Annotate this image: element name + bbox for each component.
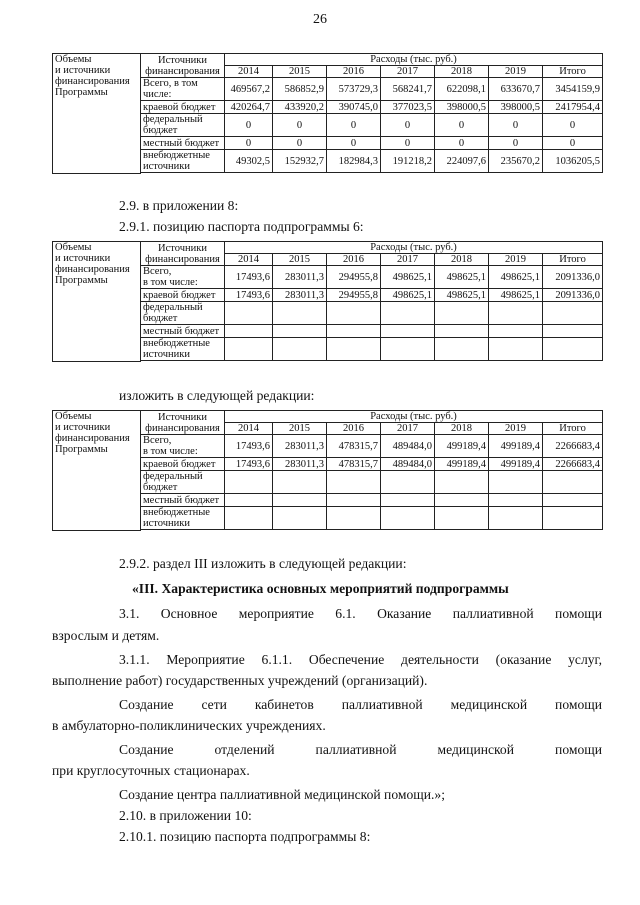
value-cell: 1036205,5 [543,150,603,173]
source-line: местный бюджет [143,325,220,337]
value-cell: 586852,9 [273,78,327,101]
expenses-header-cell: Расходы (тыс. руб.) [225,54,603,66]
table-header-row [53,411,603,423]
program-label-line: Программы [55,275,108,286]
value-cell: 0 [381,137,435,150]
sources-header-line: Источники [158,54,207,66]
source-cell [141,101,225,114]
value-cell: 0 [327,114,381,137]
year-header-cell: 2014 [225,423,273,435]
year-header-cell: Итого [543,423,603,435]
value-cell: 17493,6 [225,435,273,458]
value-cell: 498625,1 [435,266,489,289]
value-cell: 191218,2 [381,150,435,173]
source-line: Всего, в том [143,78,198,89]
source-line: в том числе: [143,277,198,288]
source-line: бюджет [143,313,178,324]
value-cell: 283011,3 [273,266,327,289]
value-cell [225,302,273,325]
value-cell [489,471,543,494]
paragraph-center: Создание центра паллиативной медицинской помощи.»; [119,787,445,802]
value-cell: 489484,0 [381,458,435,471]
value-cell: 49302,5 [225,150,273,173]
value-cell [543,471,603,494]
program-label-line: финансирования [55,264,130,275]
value-cell [543,325,603,338]
source-line: федеральный [143,114,203,125]
value-cell: 17493,6 [225,266,273,289]
value-cell: 0 [543,114,603,137]
year-header-cell: 2018 [435,423,489,435]
value-cell [225,494,273,507]
value-cell [435,471,489,494]
value-cell [381,325,435,338]
program-label-line: Объемы [55,411,92,422]
value-cell: 182984,3 [327,150,381,173]
expenses-header-cell: Расходы (тыс. руб.) [225,411,603,423]
value-cell: 568241,7 [381,78,435,101]
program-label-cell [53,242,141,362]
source-line: источники [143,518,190,529]
source-line: источники [143,349,190,360]
value-cell: 498625,1 [381,289,435,302]
source-line: федеральный [143,302,203,313]
year-header-cell: 2018 [435,254,489,266]
source-line: внебюджетные [143,507,210,518]
value-cell: 235670,2 [489,150,543,173]
financing-table-subprogram-6-new [52,410,603,531]
value-cell: 294955,8 [327,289,381,302]
source-cell [141,114,225,137]
value-cell [273,302,327,325]
source-line: краевой бюджет [143,289,216,301]
source-line: Всего, [143,266,172,277]
year-header-cell: 2017 [381,66,435,78]
value-cell [489,302,543,325]
value-cell: 3454159,9 [543,78,603,101]
value-cell [489,507,543,530]
year-header-cell: 2015 [273,423,327,435]
value-cell: 0 [381,114,435,137]
source-cell [141,137,225,150]
value-cell: 499189,4 [435,458,489,471]
paragraph-2-9-2: 2.9.2. раздел III изложить в следующей редакции: [119,556,407,571]
financing-table-current-edition [52,53,603,174]
sources-header-cell [141,411,225,435]
paragraph-3-1-1-line-2: выполнение работ) государственных учреждений (организаций). [52,673,428,688]
paragraph-cabinets-line-2: в амбулаторно-поликлинических учреждениях. [52,718,326,733]
source-line: Всего, [143,435,172,446]
year-header-cell: 2019 [489,254,543,266]
year-header-cell: Итого [543,66,603,78]
sources-header-line: финансирования [145,253,220,265]
paragraph-departments-line-2: при круглосуточных стационарах. [52,763,250,778]
source-line: внебюджетные [143,338,210,349]
year-header-cell: 2014 [225,254,273,266]
value-cell: 0 [273,137,327,150]
value-cell [327,494,381,507]
value-cell: 2091336,0 [543,289,603,302]
value-cell [273,325,327,338]
value-cell: 478315,7 [327,435,381,458]
source-line: краевой бюджет [143,458,216,470]
value-cell: 283011,3 [273,458,327,471]
program-label-line: Программы [55,87,108,98]
value-cell: 17493,6 [225,458,273,471]
value-cell: 398000,5 [489,101,543,114]
value-cell [327,471,381,494]
source-line: краевой бюджет [143,101,216,113]
value-cell: 498625,1 [435,289,489,302]
sources-header-line: финансирования [145,422,220,434]
value-cell [225,325,273,338]
year-header-cell: 2016 [327,254,381,266]
year-header-cell: 2019 [489,66,543,78]
program-label-line: и источники [55,253,111,264]
source-cell [141,78,225,101]
value-cell: 0 [489,137,543,150]
program-label-line: Объемы [55,242,92,253]
value-cell: 2266683,4 [543,458,603,471]
sources-header-line: финансирования [145,65,220,77]
paragraph-3-1-line-1: 3.1. Основное мероприятие 6.1. Оказание паллиативной помощи [119,606,602,621]
value-cell: 499189,4 [435,435,489,458]
value-cell: 0 [273,114,327,137]
source-line: бюджет [143,125,178,136]
value-cell: 433920,2 [273,101,327,114]
value-cell: 0 [225,137,273,150]
value-cell [225,471,273,494]
value-cell [381,338,435,361]
program-label-cell [53,411,141,531]
value-cell [327,325,381,338]
program-label-line: финансирования [55,76,130,87]
value-cell [273,338,327,361]
year-header-cell: Итого [543,254,603,266]
value-cell [381,471,435,494]
table-header-row [53,242,603,254]
page-number: 26 [313,12,327,27]
value-cell: 498625,1 [489,266,543,289]
financing-table-subprogram-6-old [52,241,603,362]
program-label-cell [53,54,141,174]
source-line: источники [143,161,190,172]
value-cell: 294955,8 [327,266,381,289]
source-line: числе: [143,89,172,100]
source-cell [141,266,225,289]
source-cell [141,302,225,325]
value-cell [435,338,489,361]
value-cell [273,494,327,507]
source-cell [141,494,225,507]
value-cell: 489484,0 [381,435,435,458]
source-cell [141,338,225,361]
year-header-cell: 2014 [225,66,273,78]
value-cell [543,302,603,325]
expenses-header-cell: Расходы (тыс. руб.) [225,242,603,254]
value-cell: 469567,2 [225,78,273,101]
paragraph-departments-line-1: Создание отделений паллиативной медицинской помощи [119,742,602,757]
value-cell: 224097,6 [435,150,489,173]
paragraph-2-10-1: 2.10.1. позицию паспорта подпрограммы 8: [119,829,371,844]
value-cell: 0 [225,114,273,137]
source-line: бюджет [143,482,178,493]
sources-header-line: Источники [158,411,207,423]
value-cell: 2266683,4 [543,435,603,458]
sources-header-line: Источники [158,242,207,254]
value-cell [327,338,381,361]
source-line: в том числе: [143,446,198,457]
year-header-cell: 2017 [381,423,435,435]
year-header-cell: 2016 [327,423,381,435]
year-header-cell: 2016 [327,66,381,78]
source-line: местный бюджет [143,137,220,149]
program-label-line: и источники [55,65,111,76]
value-cell: 420264,7 [225,101,273,114]
value-cell: 398000,5 [435,101,489,114]
value-cell: 390745,0 [327,101,381,114]
paragraph-3-1-line-2: взрослым и детям. [52,628,160,643]
source-cell [141,325,225,338]
value-cell [435,302,489,325]
value-cell: 0 [489,114,543,137]
value-cell [543,494,603,507]
value-cell: 622098,1 [435,78,489,101]
value-cell [225,507,273,530]
sources-header-cell [141,242,225,266]
value-cell: 283011,3 [273,289,327,302]
source-cell [141,471,225,494]
paragraph-2-9: 2.9. в приложении 8: [119,198,239,213]
value-cell [489,338,543,361]
value-cell: 499189,4 [489,458,543,471]
value-cell [381,302,435,325]
value-cell: 152932,7 [273,150,327,173]
program-label-line: финансирования [55,433,130,444]
value-cell [435,507,489,530]
source-cell [141,289,225,302]
value-cell [435,494,489,507]
value-cell: 17493,6 [225,289,273,302]
source-cell [141,507,225,530]
year-header-cell: 2017 [381,254,435,266]
value-cell: 573729,3 [327,78,381,101]
value-cell [273,471,327,494]
value-cell [327,507,381,530]
value-cell [489,494,543,507]
source-cell [141,435,225,458]
program-label-line: и источники [55,422,111,433]
value-cell: 0 [543,137,603,150]
value-cell: 498625,1 [489,289,543,302]
paragraph-edit-instruction: изложить в следующей редакции: [119,388,315,403]
year-header-cell: 2015 [273,254,327,266]
year-header-cell: 2018 [435,66,489,78]
value-cell: 478315,7 [327,458,381,471]
section-heading: «III. Характеристика основных мероприятий подпрограммы [132,581,509,596]
year-header-cell: 2019 [489,423,543,435]
value-cell [543,507,603,530]
table-header-row [53,54,603,66]
value-cell: 0 [327,137,381,150]
year-header-cell: 2015 [273,66,327,78]
value-cell: 0 [435,137,489,150]
value-cell [435,325,489,338]
paragraph-2-9-1: 2.9.1. позицию паспорта подпрограммы 6: [119,219,364,234]
paragraph-cabinets-line-1: Создание сети кабинетов паллиативной медицинской помощи [119,697,602,712]
paragraph-2-10: 2.10. в приложении 10: [119,808,252,823]
value-cell [225,338,273,361]
value-cell [543,338,603,361]
value-cell [273,507,327,530]
value-cell [381,507,435,530]
value-cell: 633670,7 [489,78,543,101]
source-line: местный бюджет [143,494,220,506]
source-cell [141,150,225,173]
value-cell: 377023,5 [381,101,435,114]
sources-header-cell [141,54,225,78]
value-cell [489,325,543,338]
value-cell: 283011,3 [273,435,327,458]
value-cell [381,494,435,507]
source-line: внебюджетные [143,150,210,161]
paragraph-3-1-1-line-1: 3.1.1. Мероприятие 6.1.1. Обеспечение деятельности (оказание услуг, [119,652,602,667]
source-line: федеральный [143,471,203,482]
value-cell [327,302,381,325]
value-cell: 2417954,4 [543,101,603,114]
program-label-line: Объемы [55,54,92,65]
value-cell: 0 [435,114,489,137]
source-cell [141,458,225,471]
value-cell: 2091336,0 [543,266,603,289]
program-label-line: Программы [55,444,108,455]
value-cell: 498625,1 [381,266,435,289]
value-cell: 499189,4 [489,435,543,458]
